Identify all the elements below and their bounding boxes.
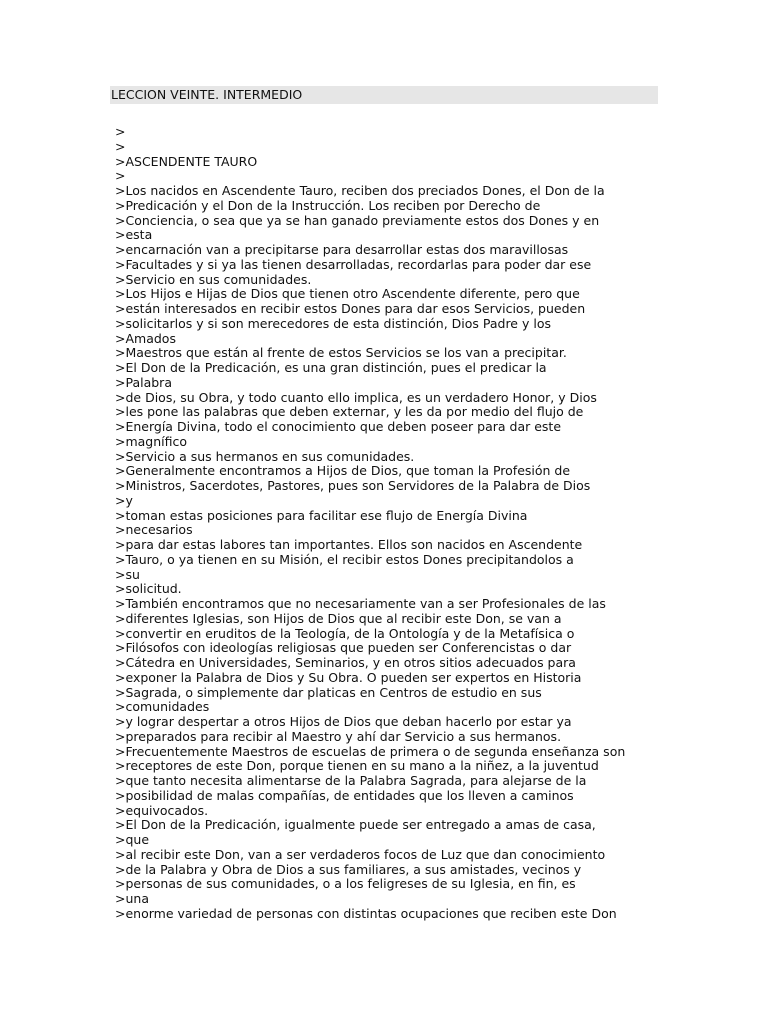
text-line: >de la Palabra y Obra de Dios a sus familiares, a sus amistades, vecinos y [115,861,582,877]
text-line: >Servicio en sus comunidades. [115,271,312,287]
text-line: >están interesados en recibir estos Dones para dar esos Servicios, pueden [115,301,586,316]
text-line: >Energía Divina, todo el conocimiento que deben poseer para dar este [115,419,562,434]
text-line: >ASCENDENTE TAURO [115,153,258,169]
text-line: >enorme variedad de personas con distintas ocupaciones que reciben este Don [115,905,617,921]
text-line: >Frecuentemente Maestros de escuelas de primera o de segunda enseñanza son [115,743,626,759]
text-line: >posibilidad de malas compañías, de entidades que los lleven a caminos [115,787,574,803]
text-line: >Los nacidos en Ascendente Tauro, reciben dos preciados Dones, el Don de la [115,183,605,198]
text-line: >Facultades y si ya las tienen desarrolladas, recordarlas para poder dar ese [115,256,592,272]
text-line: >Sagrada, o simplemente dar platicas en Centros de estudio en sus [115,684,542,700]
text-line: >Conciencia, o sea que ya se han ganado previamente estos dos Dones y en [115,212,600,228]
text-line: >Palabra [115,374,172,390]
text-line: >Amados [115,330,176,346]
text-line: > [115,138,126,154]
text-line: >su [115,566,140,582]
text-line: >magnífico [115,433,188,449]
text-line: >para dar estas labores tan importantes. Ellos son nacidos en Ascendente [115,537,583,552]
lesson-title-bar [110,86,658,104]
text-line: >una [115,891,149,906]
text-line: >Generalmente encontramos a Hijos de Dios, que toman la Profesión de [115,463,571,479]
text-line: >Tauro, o ya tienen en su Misión, el recibir estos Dones precipitandolos a [115,551,574,567]
text-line: >receptores de este Don, porque tienen en su mano a la niñez, a la juventud [115,758,599,774]
text-line: >comunidades [115,699,210,715]
text-line: >personas de sus comunidades, o a los feligreses de su Iglesia, en fin, es [115,876,576,892]
text-line: >necesarios [115,522,193,538]
text-line: >toman estas posiciones para facilitar ese flujo de Energía Divina [115,507,528,523]
text-line: >diferentes Iglesias, son Hijos de Dios que al recibir este Don, se van a [115,610,562,626]
text-line: >y [115,492,133,508]
text-line: >El Don de la Predicación, igualmente puede ser entregado a amas de casa, [115,817,596,833]
text-line: >que [115,832,150,847]
text-line: >exponer la Palabra de Dios y Su Obra. O pueden ser expertos en Historia [115,669,582,685]
text-line: >Los Hijos e Hijas de Dios que tienen otro Ascendente diferente, pero que [115,286,580,302]
text-line: >Ministros, Sacerdotes, Pastores, pues son Servidores de la Palabra de Dios [115,478,591,493]
text-line: >de Dios, su Obra, y todo cuanto ello implica, es un verdadero Honor, y Dios [115,389,597,405]
text-line: >Servicio a sus hermanos en sus comunidades. [115,448,415,464]
text-line: >solicitarlos y si son merecedores de esta distinción, Dios Padre y los [115,315,551,331]
text-line: > [115,168,126,184]
text-line: >Cátedra en Universidades, Seminarios, y en otros sitios adecuados para [115,655,576,670]
text-line: >y lograr despertar a otros Hijos de Dios que deban hacerlo por estar ya [115,714,572,729]
text-line: >esta [115,227,153,243]
lesson-title: LECCION VEINTE. INTERMEDIO [111,87,303,102]
text-line: > [115,124,126,139]
text-line: >encarnación van a precipitarse para desarrollar estas dos maravillosas [115,242,569,257]
text-line: >equivocados. [115,802,209,818]
text-line: >Filósofos con ideologías religiosas que pueden ser Conferencistas o dar [115,640,572,656]
text-line: >al recibir este Don, van a ser verdaderos focos de Luz que dan conocimiento [115,846,606,862]
text-line: >les pone las palabras que deben externar, y les da por medio del flujo de [115,404,584,420]
lesson-body [115,125,675,922]
text-line: >También encontramos que no necesariamente van a ser Profesionales de las [115,596,606,611]
text-line: >solicitud. [115,581,182,597]
text-line: >que tanto necesita alimentarse de la Palabra Sagrada, para alejarse de la [115,773,587,788]
text-line: >Maestros que están al frente de estos Servicios se los van a precipitar. [115,345,567,361]
text-line: >El Don de la Predicación, es una gran distinción, pues el predicar la [115,360,547,375]
text-line: >preparados para recibir al Maestro y ahí dar Servicio a sus hermanos. [115,728,562,744]
text-line: >convertir en eruditos de la Teología, de la Ontología y de la Metafísica o [115,625,575,641]
text-line: >Predicación y el Don de la Instrucción. Los reciben por Derecho de [115,197,541,213]
